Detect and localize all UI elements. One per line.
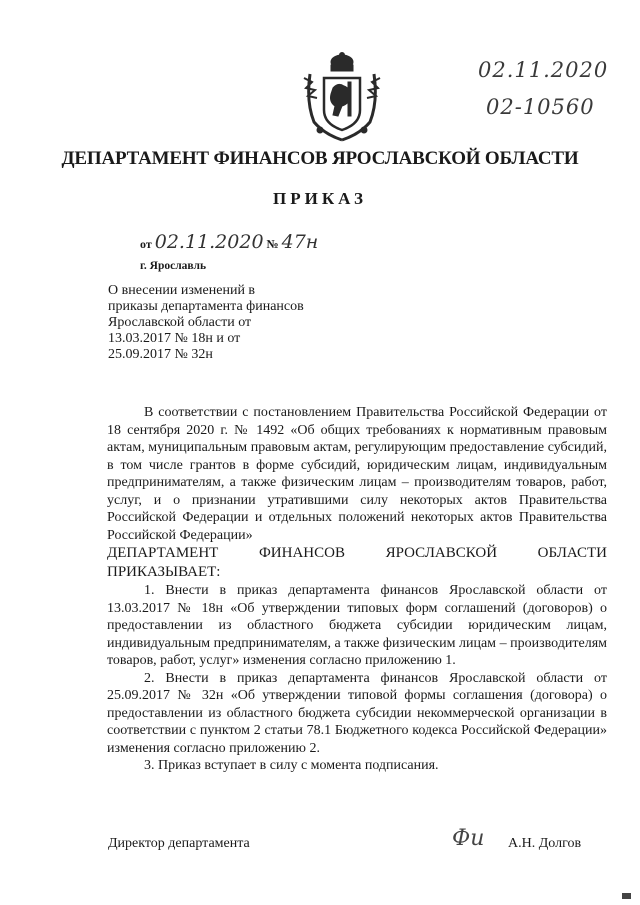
- subject-line: Ярославской области от: [108, 315, 252, 330]
- preamble-paragraph: В соответствии с постановлением Правительства Российской Федерации от 18 сентября 2020 г. № 1492 «Об общих требованиях к нормативным правовым актам, муниципальным правовым актам, регулирующим предоставление субсидий, в том числе грантов в форме субсидий, юридическим лицам, индивидуальным предпринимателям, а также физическим лицам – производителям товаров, работ, услуг, и о признании утратившими силу некоторых актов Правительства Российской Федерации и отдельных положений некоторых актов Правительства Российской Федерации»: [107, 405, 607, 543]
- order-date-handwritten: 02.11.2020: [154, 231, 264, 253]
- order-item-1: 1. Внести в приказ департамента финансов Ярославской области от 13.03.2017 № 18н «Об утверждении типовых форм соглашений (договоров) о предоставлении из областного бюджета субсидии юридическим лицам, индивидуальным предпринимателям, а также физическим лицам – производителям товаров, работ, услуг» изменения согласно приложению 1.: [107, 583, 607, 668]
- order-item-2: 2. Внести в приказ департамента финансов Ярославской области от 25.09.2017 № 32н «Об утверждении типовой формы соглашения (договора) о предоставлении из областного бюджета субсидии некоммерческой организации в соответствии с пунктом 2 статьи 78.1 Бюджетного кодекса Российской Федерации» изменения согласно приложению 2.: [107, 670, 607, 756]
- scan-corner-mark: [622, 893, 631, 899]
- subject-line: О внесении изменений в: [108, 283, 256, 298]
- order-number-handwritten: 47н: [281, 231, 319, 253]
- subject-line: 13.03.2017 № 18н и от: [108, 331, 241, 346]
- registration-stamp-date: 02.11.2020: [478, 58, 609, 82]
- order-item-3: 3. Приказ вступает в силу с момента подписания.: [144, 758, 439, 773]
- city-line: г. Ярославль: [140, 260, 207, 272]
- coat-of-arms-icon: [300, 52, 384, 144]
- document-type-title: ПРИКАЗ: [273, 189, 367, 208]
- department-title: ДЕПАРТАМЕНТ ФИНАНСОВ ЯРОСЛАВСКОЙ ОБЛАСТИ: [61, 148, 579, 169]
- signatory-name: А.Н. Долгов: [508, 836, 582, 851]
- signatory-title: Директор департамента: [108, 836, 250, 851]
- order-date-line: [140, 231, 318, 253]
- number-prefix: №: [266, 237, 279, 251]
- subject-line: 25.09.2017 № 32н: [108, 347, 213, 362]
- subject-line: приказы департамента финансов: [108, 299, 304, 314]
- order-body: [107, 404, 607, 775]
- signature-block: [108, 826, 608, 856]
- handwritten-signature: Фи: [452, 826, 485, 851]
- date-prefix: от: [140, 237, 152, 251]
- registration-stamp-number: 02-10560: [486, 95, 595, 119]
- directive-line: ДЕПАРТАМЕНТ ФИНАНСОВ ЯРОСЛАВСКОЙ ОБЛАСТИ: [107, 545, 607, 561]
- directive-verb: ПРИКАЗЫВАЕТ:: [107, 564, 221, 580]
- order-subject: [108, 283, 368, 363]
